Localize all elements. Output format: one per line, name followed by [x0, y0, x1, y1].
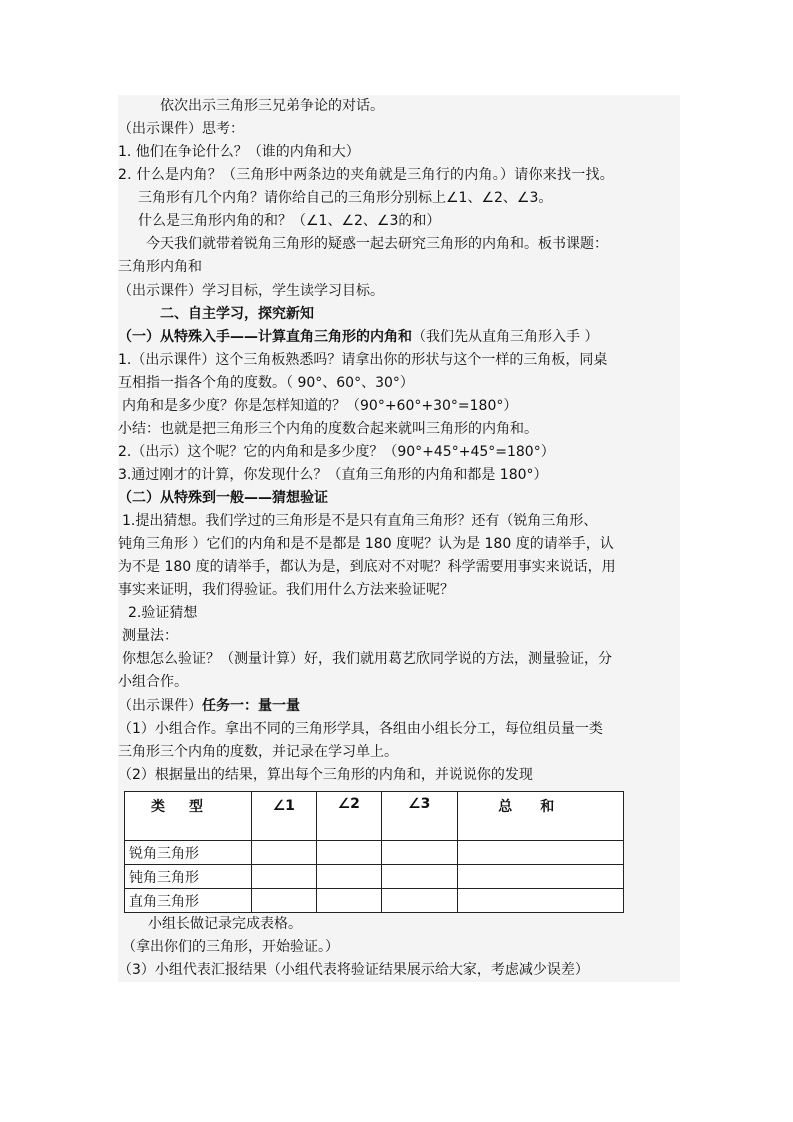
table-row — [125, 865, 624, 889]
subsection-heading: （二）从特殊到一般——猜想验证 — [118, 490, 328, 506]
text-line: 互相指一指各个角的度数。（ 90°、60°、30°） — [118, 375, 414, 391]
text-line: （3）小组代表汇报结果（小组代表将验证结果展示给大家，考虑减少误差） — [118, 962, 589, 978]
text-line: 小组长做记录完成表格。 — [148, 916, 302, 932]
table-cell[interactable] — [251, 841, 316, 865]
subsection-note: （我们先从直角三角形入手 ） — [412, 329, 599, 345]
text-line: 依次出示三角形三兄弟争论的对话。 — [160, 98, 384, 114]
measurement-table — [124, 791, 624, 913]
text-line: 三角形有几个内角？请你给自己的三角形分别标上∠1、∠2、∠3。 — [138, 190, 553, 206]
text-line: 事实来证明，我们得验证。我们用什么方法来验证呢？ — [118, 582, 454, 598]
text-line: 2.验证猜想 — [128, 605, 198, 621]
table-cell[interactable] — [457, 865, 623, 889]
table-row — [125, 889, 624, 913]
subsection-title: （一）从特殊入手——计算直角三角形的内角和 — [118, 329, 412, 345]
text-line: 3.通过刚才的计算，你发现什么？（直角三角形的内角和都是 180°） — [118, 467, 548, 483]
header-angle-2: ∠2 — [316, 792, 381, 841]
task-line — [118, 694, 680, 718]
text-line: 今天我们就带着锐角三角形的疑惑一起去研究三角形的内角和。板书课题： — [146, 236, 608, 252]
document-body — [118, 95, 680, 982]
text-line: 小结：也就是把三角形三个内角的度数合起来就叫三角形的内角和。 — [118, 421, 538, 437]
header-total: 总和 — [457, 792, 623, 841]
text-line: 测量法： — [122, 628, 178, 644]
header-type: 类型 — [125, 792, 252, 841]
text-line: 2. 什么是内角？（三角形中两条边的夹角就是三角行的内角。）请你来找一找。 — [118, 167, 615, 183]
text-line: （1）小组合作。拿出不同的三角形学具，各组由小组长分工，每位组员量一类 — [118, 721, 603, 737]
table-cell[interactable] — [316, 841, 381, 865]
table-cell[interactable] — [316, 889, 381, 913]
header-angle-1: ∠1 — [251, 792, 316, 841]
table-cell[interactable] — [381, 841, 457, 865]
section-heading: 二、自主学习，探究新知 — [160, 306, 314, 322]
text-line: 钝角三角形 ）它们的内角和是不是都是 180 度呢？认为是 180 度的请举手，认 — [118, 536, 614, 552]
text-line: 什么是三角形内角的和？（∠1、∠2、∠3的和） — [138, 213, 441, 229]
text-line: 你想怎么验证？（测量计算）好，我们就用葛艺欣同学说的方法，测量验证，分 — [122, 651, 612, 667]
row-label: 钝角三角形 — [125, 865, 252, 889]
text-line: （出示课件）学习目标，学生读学习目标。 — [118, 283, 384, 299]
header-angle-3: ∠3 — [381, 792, 457, 841]
text-line: 1.提出猜想。我们学过的三角形是不是只有直角三角形？还有（锐角三角形、 — [122, 513, 598, 529]
text-line: 小组合作。 — [118, 674, 188, 690]
table-cell[interactable] — [316, 865, 381, 889]
row-label: 锐角三角形 — [125, 841, 252, 865]
text-line: 2.（出示）这个呢？它的内角和是多少度？（90°+45°+45°=180°） — [118, 444, 555, 460]
row-label: 直角三角形 — [125, 889, 252, 913]
table-header-row — [125, 792, 624, 841]
text-line: （拿出你们的三角形，开始验证。） — [122, 939, 339, 955]
table-cell[interactable] — [251, 865, 316, 889]
text-line: 1.（出示课件）这个三角板熟悉吗？请拿出你的形状与这个一样的三角板，同桌 — [118, 352, 608, 368]
text-line: 三角形三个内角的度数，并记录在学习单上。 — [118, 744, 398, 760]
text-line: （出示课件）思考： — [118, 121, 244, 137]
task-prefix: （出示课件） — [118, 698, 202, 714]
table-cell[interactable] — [457, 889, 623, 913]
task-title: 任务一：量一量 — [202, 698, 300, 714]
table-cell[interactable] — [251, 889, 316, 913]
table-row — [125, 841, 624, 865]
text-line: 为不是 180 度的请举手，都认为是，到底对不对呢？科学需要用事实来说话，用 — [118, 559, 616, 575]
text-line: 三角形内角和 — [118, 259, 202, 275]
table-cell[interactable] — [381, 889, 457, 913]
text-line: （2）根据量出的结果，算出每个三角形的内角和，并说说你的发现 — [118, 767, 533, 783]
text-line: 1. 他们在争论什么？（谁的内角和大） — [118, 144, 360, 160]
table-cell[interactable] — [457, 841, 623, 865]
subsection-heading — [118, 326, 680, 349]
table-cell[interactable] — [381, 865, 457, 889]
text-line: 内角和是多少度？你是怎样知道的？（90°+60°+30°=180°） — [122, 398, 518, 414]
